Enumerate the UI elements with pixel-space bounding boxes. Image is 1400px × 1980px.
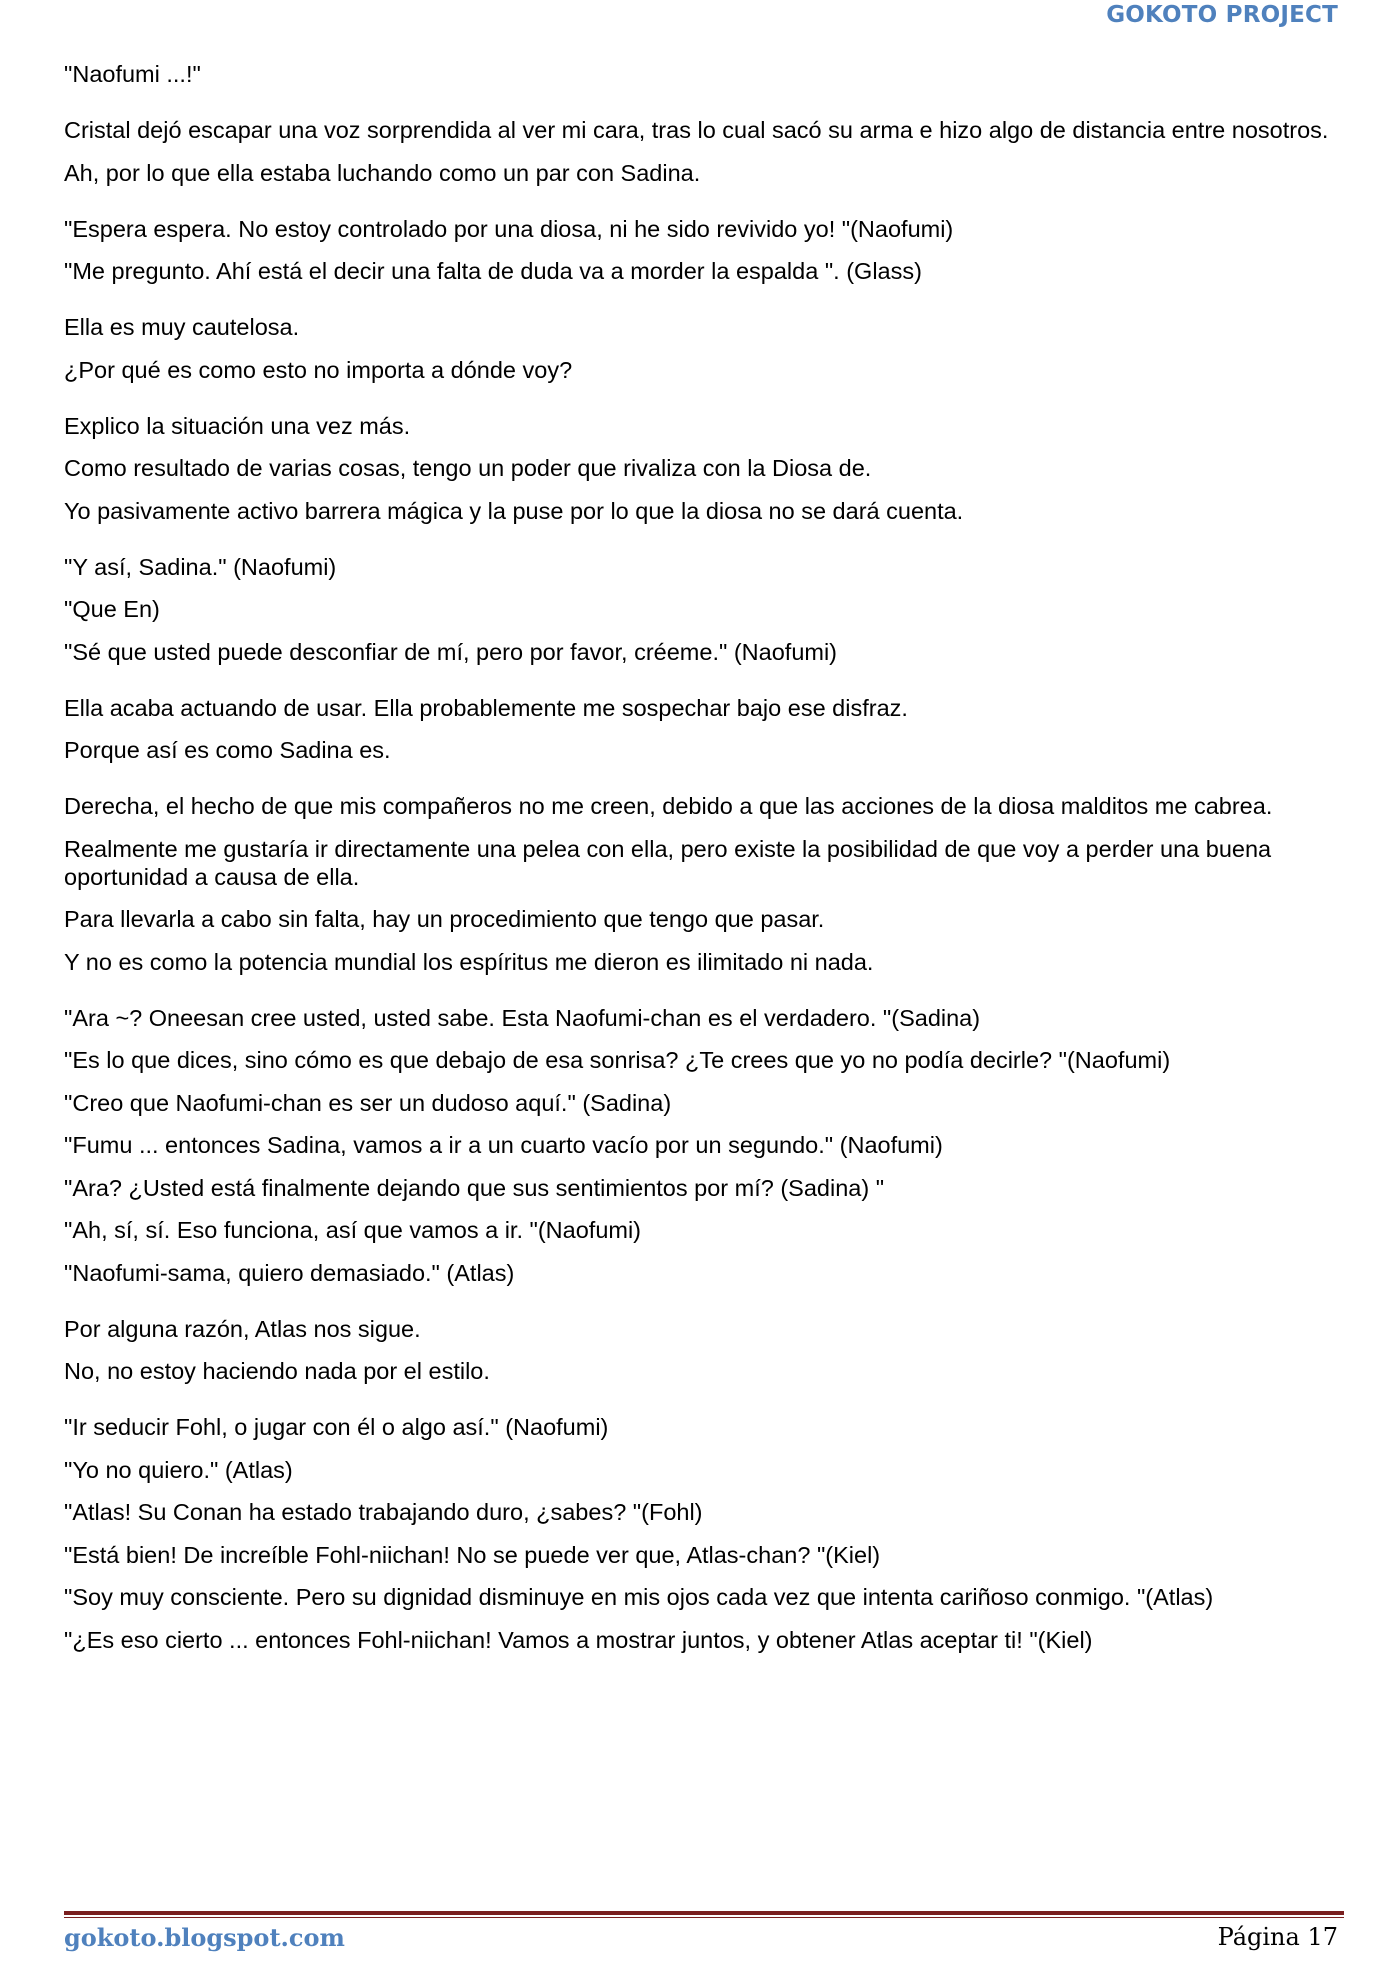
paragraph: "Naofumi-sama, quiero demasiado." (Atlas): [64, 1259, 515, 1286]
footer-blog-link[interactable]: gokoto.blogspot.com: [64, 1923, 345, 1952]
paragraph: "Sé que usted puede desconfiar de mí, pero por favor, créeme." (Naofumi): [64, 638, 838, 665]
footer-divider-thin: [64, 1917, 1344, 1918]
paragraph: "Soy muy consciente. Pero su dignidad disminuye en mis ojos cada vez que intenta cariñoso conmigo. "(Atlas): [64, 1584, 1214, 1610]
paragraph: No, no estoy haciendo nada por el estilo.: [64, 1358, 490, 1384]
paragraph: Para llevarla a cabo sin falta, hay un procedimiento que tengo que pasar.: [64, 906, 825, 932]
paragraph: "Me pregunto. Ahí está el decir una falta de duda va a morder la espalda ". (Glass): [64, 258, 922, 284]
paragraph: "Es lo que dices, sino cómo es que debajo de esa sonrisa? ¿Te crees que yo no podía decirle? "(Naofumi): [64, 1047, 1171, 1073]
paragraph: Explico la situación una vez más.: [64, 412, 411, 439]
paragraph: "Que En): [64, 596, 160, 622]
paragraph: "Está bien! De increíble Fohl-niichan! No se puede ver que, Atlas-chan? "(Kiel): [64, 1541, 881, 1568]
paragraph: "Creo que Naofumi-chan es ser un dudoso aquí." (Sadina): [64, 1089, 672, 1116]
header-title: GOKOTO PROJECT: [1106, 2, 1338, 28]
paragraph: "Naofumi ...!": [64, 61, 201, 87]
paragraph: "Ara? ¿Usted está finalmente dejando que sus sentimientos por mí? (Sadina) ": [64, 1174, 885, 1201]
paragraph: "Ir seducir Fohl, o jugar con él o algo así." (Naofumi): [64, 1414, 609, 1440]
paragraph: Cristal dejó escapar una voz sorprendida al ver mi cara, tras lo cual sacó su arma e hizo algo de distancia entre nosotros.: [64, 117, 1329, 143]
paragraph: "Ara ~? Oneesan cree usted, usted sabe. Esta Naofumi-chan es el verdadero. "(Sadina): [64, 1004, 981, 1031]
paragraph: "¿Es eso cierto ... entonces Fohl-niichan! Vamos a mostrar juntos, y obtener Atlas aceptar ti! "(Kiel): [64, 1626, 1093, 1653]
paragraph: Y no es como la potencia mundial los espíritus me dieron es ilimitado ni nada.: [64, 948, 874, 975]
paragraph: Ella acaba actuando de usar. Ella probablemente me sospechar bajo ese disfraz.: [64, 694, 908, 721]
paragraph: Realmente me gustaría ir directamente una pelea con ella, pero existe la posibilidad de que voy a perder una buena oportunidad a causa de ella.: [64, 835, 1272, 890]
paragraph: Derecha, el hecho de que mis compañeros no me creen, debido a que las acciones de la diosa malditos me cabrea.: [64, 793, 1273, 819]
paragraph: Por alguna razón, Atlas nos sigue.: [64, 1315, 421, 1342]
paragraph: "Espera espera. No estoy controlado por una diosa, ni he sido revivido yo! "(Naofumi): [64, 215, 954, 242]
footer-divider: [64, 1911, 1344, 1915]
paragraph: "Ah, sí, sí. Eso funciona, así que vamos a ir. "(Naofumi): [64, 1217, 642, 1243]
paragraph: Yo pasivamente activo barrera mágica y la puse por lo que la diosa no se dará cuenta.: [64, 497, 964, 524]
paragraph: "Atlas! Su Conan ha estado trabajando duro, ¿sabes? "(Fohl): [64, 1499, 703, 1525]
paragraph: Ella es muy cautelosa.: [64, 314, 300, 340]
page-number: Página 17: [1217, 1923, 1338, 1951]
paragraph: "Fumu ... entonces Sadina, vamos a ir a un cuarto vacío por un segundo." (Naofumi): [64, 1132, 943, 1158]
paragraph: ¿Por qué es como esto no importa a dónde voy?: [64, 356, 573, 383]
paragraph: Como resultado de varias cosas, tengo un poder que rivaliza con la Diosa de.: [64, 455, 872, 481]
page-content: [64, 60, 1354, 1668]
paragraph: Porque así es como Sadina es.: [64, 737, 391, 763]
paragraph: "Yo no quiero." (Atlas): [64, 1456, 293, 1483]
paragraph: Ah, por lo que ella estaba luchando como un par con Sadina.: [64, 159, 701, 186]
paragraph: "Y así, Sadina." (Naofumi): [64, 553, 337, 580]
